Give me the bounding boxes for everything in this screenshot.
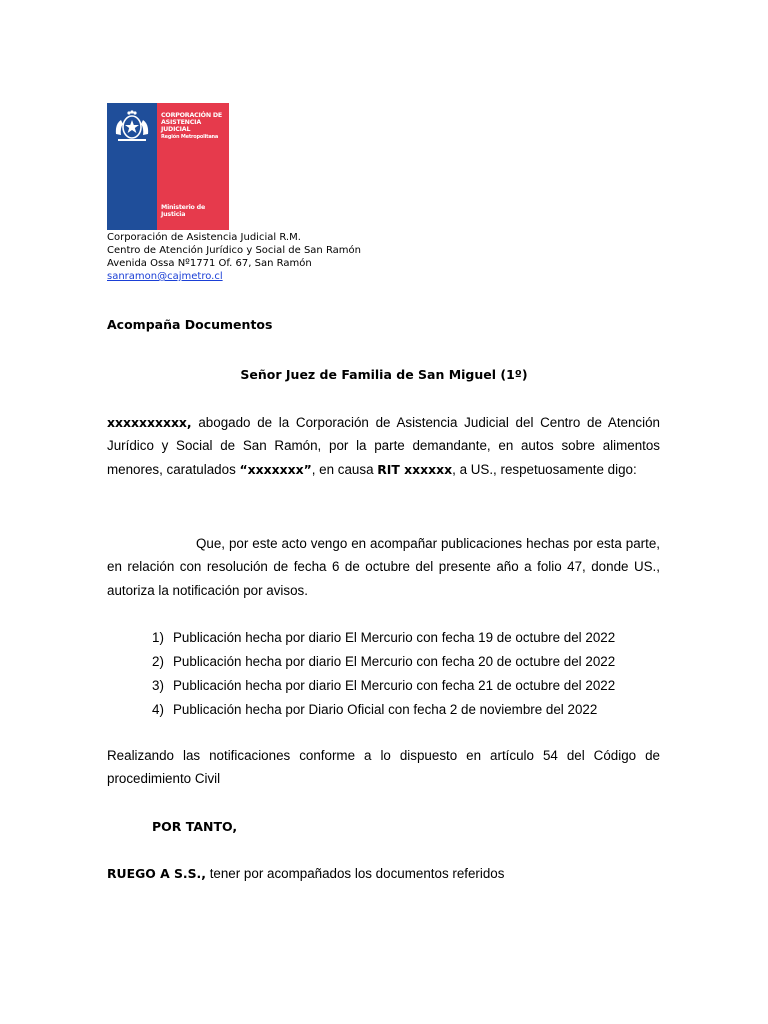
paragraph-notification: Realizando las notificaciones conforme a lo dispuesto en artículo 54 del Código de procedimiento Civil	[107, 748, 660, 787]
case-caption: “xxxxxxx”	[239, 461, 312, 477]
list-item: 2) Publicación hecha por diario El Mercurio con fecha 20 de octubre del 2022	[152, 654, 616, 669]
sender-line-2: Centro de Atención Jurídico y Social de San Ramón	[107, 245, 361, 256]
request-line: RUEGO A S.S., tener por acompañados los documentos referidos	[107, 866, 505, 881]
document-title: Acompaña Documentos	[107, 317, 273, 332]
por-tanto: POR TANTO,	[152, 819, 238, 834]
logo-ministry: Ministerio de Justicia	[161, 204, 206, 218]
logo-org-name: CORPORACIÓN DE ASISTENCIA JUDICIAL Región Metropolitana	[161, 112, 227, 141]
logo-red-panel	[157, 103, 229, 230]
paragraph-body: Que, por este acto vengo en acompañar publicaciones hechas por esta parte, en relación con resolución de fecha 6 de octubre del presente año a folio 47, donde US., autoriza la notificación por avisos.	[107, 536, 660, 598]
email-link[interactable]: sanramon@cajmetro.cl	[107, 271, 223, 282]
logo-region: Región Metropolitana	[161, 134, 219, 140]
sender-line-3: Avenida Ossa Nº1771 Of. 67, San Ramón	[107, 258, 312, 269]
request-label: RUEGO A S.S.,	[107, 866, 206, 881]
logo-blue-panel	[107, 103, 157, 230]
lawyer-name: xxxxxxxxxx,	[107, 415, 192, 430]
list-item: 3) Publicación hecha por diario El Mercurio con fecha 21 de octubre del 2022	[152, 678, 616, 693]
list-item: 4) Publicación hecha por Diario Oficial con fecha 2 de noviembre del 2022	[152, 702, 598, 717]
sender-info	[107, 231, 361, 283]
sender-line-1: Corporación de Asistencia Judicial R.M.	[107, 232, 301, 243]
case-rit: RIT xxxxxx	[377, 461, 453, 477]
chile-coat-of-arms-icon	[113, 110, 151, 144]
institution-logo	[107, 103, 229, 230]
list-item: 1) Publicación hecha por diario El Mercurio con fecha 19 de octubre del 2022	[152, 630, 616, 645]
publications-list	[152, 626, 615, 722]
paragraph-intro: xxxxxxxxxx, abogado de la Corporación de Asistencia Judicial del Centro de Atención Jurídico y Social de San Ramón, por la parte demandante, en autos sobre alimentos menores, caratulados “xxxxxxx”, en causa RIT xxxxxx, a US., respetuosamente digo:	[107, 415, 660, 477]
recipient: Señor Juez de Familia de San Miguel (1º)	[240, 367, 528, 382]
